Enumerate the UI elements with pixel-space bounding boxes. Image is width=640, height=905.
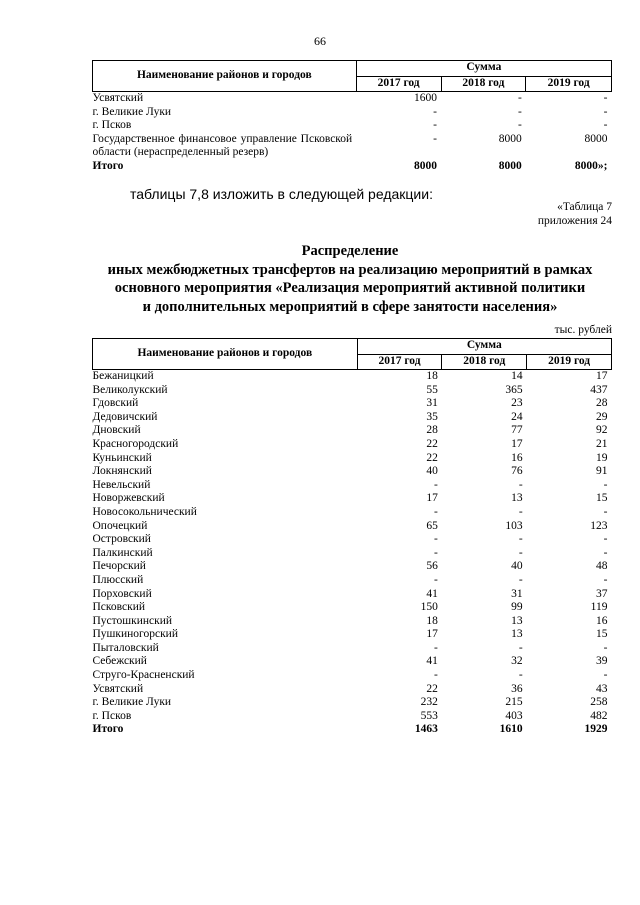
- row-value: -: [518, 546, 523, 559]
- row-value: -: [603, 92, 608, 104]
- row-name: Островский: [92, 533, 151, 546]
- table-row: [93, 438, 612, 452]
- row-name: Палкинский: [92, 546, 153, 559]
- row-value: 258: [590, 696, 608, 709]
- row-value: 22: [426, 451, 438, 464]
- table-row: [93, 492, 612, 506]
- table1-year-2019: 2019 год: [526, 76, 612, 92]
- table-2: [92, 338, 612, 737]
- table2-year-2019: 2019 год: [527, 354, 612, 370]
- table-row: [93, 506, 612, 520]
- table1-year-2017: 2017 год: [356, 76, 441, 92]
- table-row: [93, 465, 612, 479]
- row-value: 77: [511, 424, 523, 437]
- table1-body: [93, 92, 612, 174]
- section-heading: [60, 242, 640, 316]
- row-value: 28: [596, 397, 608, 410]
- table-row: [93, 696, 612, 710]
- table-row: [93, 92, 612, 106]
- table-row: [93, 574, 612, 588]
- total-value: 1929: [584, 723, 608, 736]
- row-name: Куньинский: [92, 451, 152, 464]
- table-row: [93, 411, 612, 425]
- table-row: [93, 601, 612, 615]
- row-name: Государственное финансовое управление Псковской области (нераспределенный резерв): [92, 132, 353, 159]
- row-value: 553: [420, 709, 438, 722]
- row-name: Новоржевский: [92, 492, 165, 505]
- row-value: 1600: [414, 92, 437, 104]
- row-value: 92: [596, 424, 608, 437]
- row-value: 19: [596, 451, 608, 464]
- row-name: г. Псков: [92, 119, 132, 132]
- row-name: Усвятский: [92, 92, 144, 104]
- row-value: 150: [420, 601, 438, 614]
- row-value: 22: [426, 682, 438, 695]
- row-value: 99: [511, 601, 523, 614]
- table1-header-sum: Сумма: [356, 61, 611, 77]
- row-name: Локнянский: [92, 465, 152, 478]
- row-value: 40: [426, 465, 438, 478]
- total-value: 1610: [499, 723, 523, 736]
- row-value: 56: [426, 560, 438, 573]
- row-name: Псковский: [92, 601, 146, 614]
- row-value: -: [603, 119, 608, 132]
- total-value: 8000: [414, 159, 437, 172]
- total-value: 8000»;: [574, 159, 608, 172]
- row-value: 28: [426, 424, 438, 437]
- row-value: -: [433, 105, 437, 118]
- row-value: 232: [420, 696, 438, 709]
- row-value: -: [518, 641, 523, 654]
- row-value: 15: [596, 628, 608, 641]
- row-name: Усвятский: [92, 682, 144, 695]
- row-value: 31: [426, 397, 438, 410]
- row-value: 15: [596, 492, 608, 505]
- row-value: -: [603, 105, 608, 118]
- total-label: Итого: [92, 159, 124, 172]
- row-value: 29: [596, 410, 608, 423]
- row-value: 48: [596, 560, 608, 573]
- row-value: 32: [511, 655, 523, 668]
- row-value: -: [603, 546, 608, 559]
- table-row: [93, 424, 612, 438]
- reference-line-2: приложения 24: [537, 215, 612, 227]
- table-row: [93, 710, 612, 724]
- row-value: 13: [511, 492, 523, 505]
- row-value: 35: [426, 410, 438, 423]
- table-row: [93, 615, 612, 629]
- row-name: Гдовский: [92, 397, 139, 410]
- page-number: 66: [314, 34, 326, 48]
- row-name: Красногородский: [92, 437, 179, 450]
- row-value: 403: [505, 709, 523, 722]
- table2-header-sum: Сумма: [357, 339, 611, 355]
- row-value: 91: [596, 465, 608, 478]
- table-row: [93, 119, 612, 133]
- row-name: Себежский: [92, 655, 147, 668]
- row-name: Пустошкинский: [92, 614, 173, 627]
- table2-header-name: Наименование районов и городов: [93, 339, 358, 370]
- row-name: Плюсский: [92, 573, 144, 586]
- row-value: -: [434, 533, 438, 546]
- row-name: Новосокольнический: [92, 505, 197, 518]
- row-value: -: [434, 573, 438, 586]
- table-row: [93, 655, 612, 669]
- total-value: 8000: [498, 159, 522, 172]
- row-name: г. Великие Луки: [92, 696, 172, 709]
- table-row: [93, 547, 612, 561]
- table-row: [93, 683, 612, 697]
- row-value: 16: [596, 614, 608, 627]
- row-value: -: [434, 669, 438, 682]
- row-value: -: [434, 546, 438, 559]
- row-value: 18: [426, 370, 438, 382]
- heading-line-3: основного мероприятия «Реализация мероприятий активной политики: [114, 280, 586, 296]
- table-row: [93, 628, 612, 642]
- row-value: 22: [426, 437, 438, 450]
- row-value: -: [603, 505, 608, 518]
- row-value: -: [434, 478, 438, 491]
- table-reference: [538, 200, 612, 228]
- row-value: 21: [596, 437, 608, 450]
- table-row: [93, 452, 612, 466]
- row-value: 437: [590, 383, 608, 396]
- row-value: -: [518, 669, 523, 682]
- row-value: 39: [596, 655, 608, 668]
- row-value: 23: [511, 397, 523, 410]
- units-label: тыс. рублей: [554, 324, 612, 336]
- row-value: 76: [511, 465, 523, 478]
- row-value: 17: [596, 370, 608, 382]
- row-value: 13: [511, 614, 523, 627]
- total-row: [93, 160, 612, 174]
- row-value: 16: [511, 451, 523, 464]
- row-value: 8000: [498, 132, 522, 145]
- row-name: Невельский: [92, 478, 151, 491]
- reference-line-1: «Таблица 7: [557, 201, 612, 213]
- table-row: [93, 106, 612, 120]
- row-name: Струго-Красненский: [92, 669, 195, 682]
- row-value: -: [603, 533, 608, 546]
- table-row: [93, 384, 612, 398]
- row-value: -: [603, 478, 608, 491]
- row-value: -: [603, 669, 608, 682]
- row-value: -: [518, 505, 523, 518]
- table-row: [93, 133, 612, 160]
- total-value: 1463: [414, 723, 438, 736]
- row-value: -: [517, 92, 522, 104]
- row-value: 36: [511, 682, 523, 695]
- total-label: Итого: [92, 723, 124, 736]
- table-row: [93, 669, 612, 683]
- row-value: 41: [426, 587, 438, 600]
- table-row: [93, 560, 612, 574]
- row-value: 482: [590, 709, 608, 722]
- row-value: -: [603, 641, 608, 654]
- row-name: Пыталовский: [92, 641, 159, 654]
- table2-year-2018: 2018 год: [442, 354, 527, 370]
- row-value: 119: [590, 601, 608, 614]
- row-value: -: [434, 641, 438, 654]
- table2-body: [93, 370, 612, 738]
- heading-line-1: Распределение: [301, 243, 399, 259]
- table-row: [93, 370, 612, 384]
- row-value: -: [517, 119, 522, 132]
- row-value: 14: [511, 370, 523, 382]
- row-name: Дедовичский: [92, 410, 158, 423]
- row-value: 31: [511, 587, 523, 600]
- row-value: 18: [426, 614, 438, 627]
- row-value: 40: [511, 560, 523, 573]
- row-value: 123: [590, 519, 608, 532]
- row-name: Порховский: [92, 587, 152, 600]
- row-value: -: [518, 478, 523, 491]
- row-value: 365: [505, 383, 523, 396]
- row-value: -: [434, 505, 438, 518]
- row-name: Великолукский: [92, 383, 168, 396]
- row-value: 24: [511, 410, 523, 423]
- total-row: [93, 723, 612, 737]
- row-value: 17: [426, 628, 438, 641]
- row-name: г. Псков: [92, 709, 132, 722]
- table-row: [93, 588, 612, 602]
- row-name: Опочецкий: [92, 519, 148, 532]
- row-value: 13: [511, 628, 523, 641]
- heading-line-2: иных межбюджетных трансфертов на реализацию мероприятий в рамках: [107, 261, 593, 278]
- row-value: 41: [426, 655, 438, 668]
- row-value: -: [433, 119, 437, 132]
- row-value: 65: [426, 519, 438, 532]
- row-value: 43: [596, 682, 608, 695]
- row-value: -: [603, 573, 608, 586]
- table-row: [93, 479, 612, 493]
- row-value: 17: [426, 492, 438, 505]
- row-name: Пушкиногорский: [92, 628, 178, 641]
- row-value: -: [518, 573, 523, 586]
- table-row: [93, 533, 612, 547]
- heading-line-4: и дополнительных мероприятий в сфере занятости населения»: [142, 298, 558, 315]
- row-name: Бежаницкий: [92, 370, 154, 382]
- table-row: [93, 642, 612, 656]
- row-value: 103: [505, 519, 523, 532]
- table-row: [93, 397, 612, 411]
- instruction-text: таблицы 7,8 изложить в следующей редакции:: [130, 186, 433, 202]
- row-value: 55: [426, 383, 438, 396]
- row-name: Печорский: [92, 560, 146, 573]
- row-value: 17: [511, 437, 523, 450]
- row-value: 37: [596, 587, 608, 600]
- table2-year-2017: 2017 год: [357, 354, 442, 370]
- row-value: -: [518, 533, 523, 546]
- row-value: -: [433, 132, 437, 145]
- table1-header-name: Наименование районов и городов: [93, 61, 357, 92]
- row-value: 215: [505, 696, 523, 709]
- table1-year-2018: 2018 год: [441, 76, 526, 92]
- table-row: [93, 520, 612, 534]
- row-name: г. Великие Луки: [92, 105, 172, 118]
- row-name: Дновский: [92, 424, 141, 437]
- row-value: -: [517, 105, 522, 118]
- table-1: [92, 60, 612, 174]
- row-value: 8000: [584, 132, 608, 145]
